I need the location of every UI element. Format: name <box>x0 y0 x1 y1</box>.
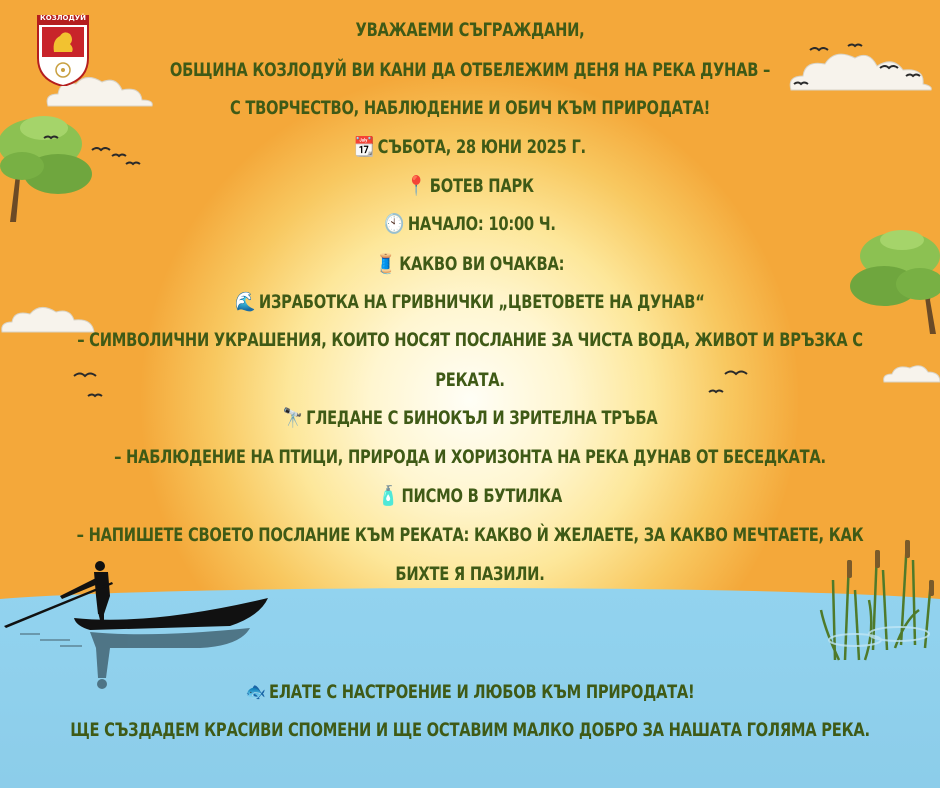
text-line <box>66 58 874 82</box>
text-line-content: ЩЕ СЪЗДАДЕМ КРАСИВИ СПОМЕНИ И ЩЕ ОСТАВИМ МАЛКО ДОБРО ЗА НАШАТА ГОЛЯМА РЕКА. <box>70 719 870 741</box>
text-line <box>66 406 874 430</box>
text-line-content: БИХТЕ Я ПАЗИЛИ. <box>395 563 545 585</box>
fish-icon: 🐟 <box>245 681 266 703</box>
text-line-content: – НАБЛЮДЕНИЕ НА ПТИЦИ, ПРИРОДА И ХОРИЗОНТА НА РЕКА ДУНАВ ОТ БЕСЕДКАТА. <box>114 446 826 468</box>
text-line <box>66 212 874 236</box>
text-line <box>66 484 874 508</box>
text-line <box>66 18 874 42</box>
text-line <box>66 328 874 352</box>
bottle-icon: 🧴 <box>377 485 399 507</box>
text-line-content: БОТЕВ ПАРК <box>429 175 534 197</box>
text-line <box>66 718 874 742</box>
text-line-content: КАКВО ВИ ОЧАКВА: <box>399 253 565 275</box>
clock-icon: 🕙 <box>384 213 405 235</box>
telescope-icon: 🔭 <box>282 407 303 429</box>
text-line-content: ИЗРАБОТКА НА ГРИВНИЧКИ „ЦВЕТОВЕТЕ НА ДУНАВ“ <box>258 291 705 313</box>
text-line-content: СЪБОТА, 28 ЮНИ 2025 Г. <box>377 136 586 158</box>
text-line-content: РЕКАТА. <box>435 369 505 391</box>
text-line <box>66 174 874 198</box>
cloud-right-mid <box>880 360 940 384</box>
text-line-content: С ТВОРЧЕСТВО, НАБЛЮДЕНИЕ И ОБИЧ КЪМ ПРИРОДАТА! <box>229 97 711 119</box>
text-line-content: – СИМВОЛИЧНИ УКРАШЕНИЯ, КОИТО НОСЯТ ПОСЛАНИЕ ЗА ЧИСТА ВОДА, ЖИВОТ И ВРЪЗКА С <box>77 329 863 351</box>
text-line <box>66 562 874 586</box>
text-line <box>66 135 874 159</box>
text-line <box>66 290 874 314</box>
tree-right <box>840 226 940 336</box>
text-line-content: ПИСМО В БУТИЛКА <box>401 485 563 507</box>
thread-icon: 🧵 <box>375 253 396 275</box>
text-line <box>66 368 874 392</box>
text-line-content: УВАЖАЕМИ СЪГРАЖДАНИ, <box>355 19 585 41</box>
calendar-icon: 📆 <box>354 136 375 158</box>
text-line-content: ЕЛАТЕ С НАСТРОЕНИЕ И ЛЮБОВ КЪМ ПРИРОДАТА! <box>269 681 695 703</box>
text-line-content: НАЧАЛО: 10:00 Ч. <box>407 213 556 235</box>
text-line <box>66 252 874 276</box>
text-line <box>66 680 874 704</box>
wave-icon: 🌊 <box>235 291 256 313</box>
text-line-content: ОБЩИНА КОЗЛОДУЙ ВИ КАНИ ДА ОТБЕЛЕЖИМ ДЕНЯ НА РЕКА ДУНАВ – <box>169 59 771 81</box>
pin-icon: 📍 <box>406 175 427 197</box>
text-line <box>66 96 874 120</box>
text-line-content: ГЛЕДАНЕ С БИНОКЪЛ И ЗРИТЕЛНА ТРЪБА <box>306 407 658 429</box>
text-line <box>66 445 874 469</box>
text-line <box>66 523 874 547</box>
crest-label: КОЗЛОДУЙ <box>40 14 86 22</box>
reeds <box>815 530 940 670</box>
text-line-content: – НАПИШЕТЕ СВОЕТО ПОСЛАНИЕ КЪМ РЕКАТА: КАКВО Ѝ ЖЕЛАЕТЕ, ЗА КАКВО МЕЧТАЕТЕ, КАК <box>76 524 864 546</box>
